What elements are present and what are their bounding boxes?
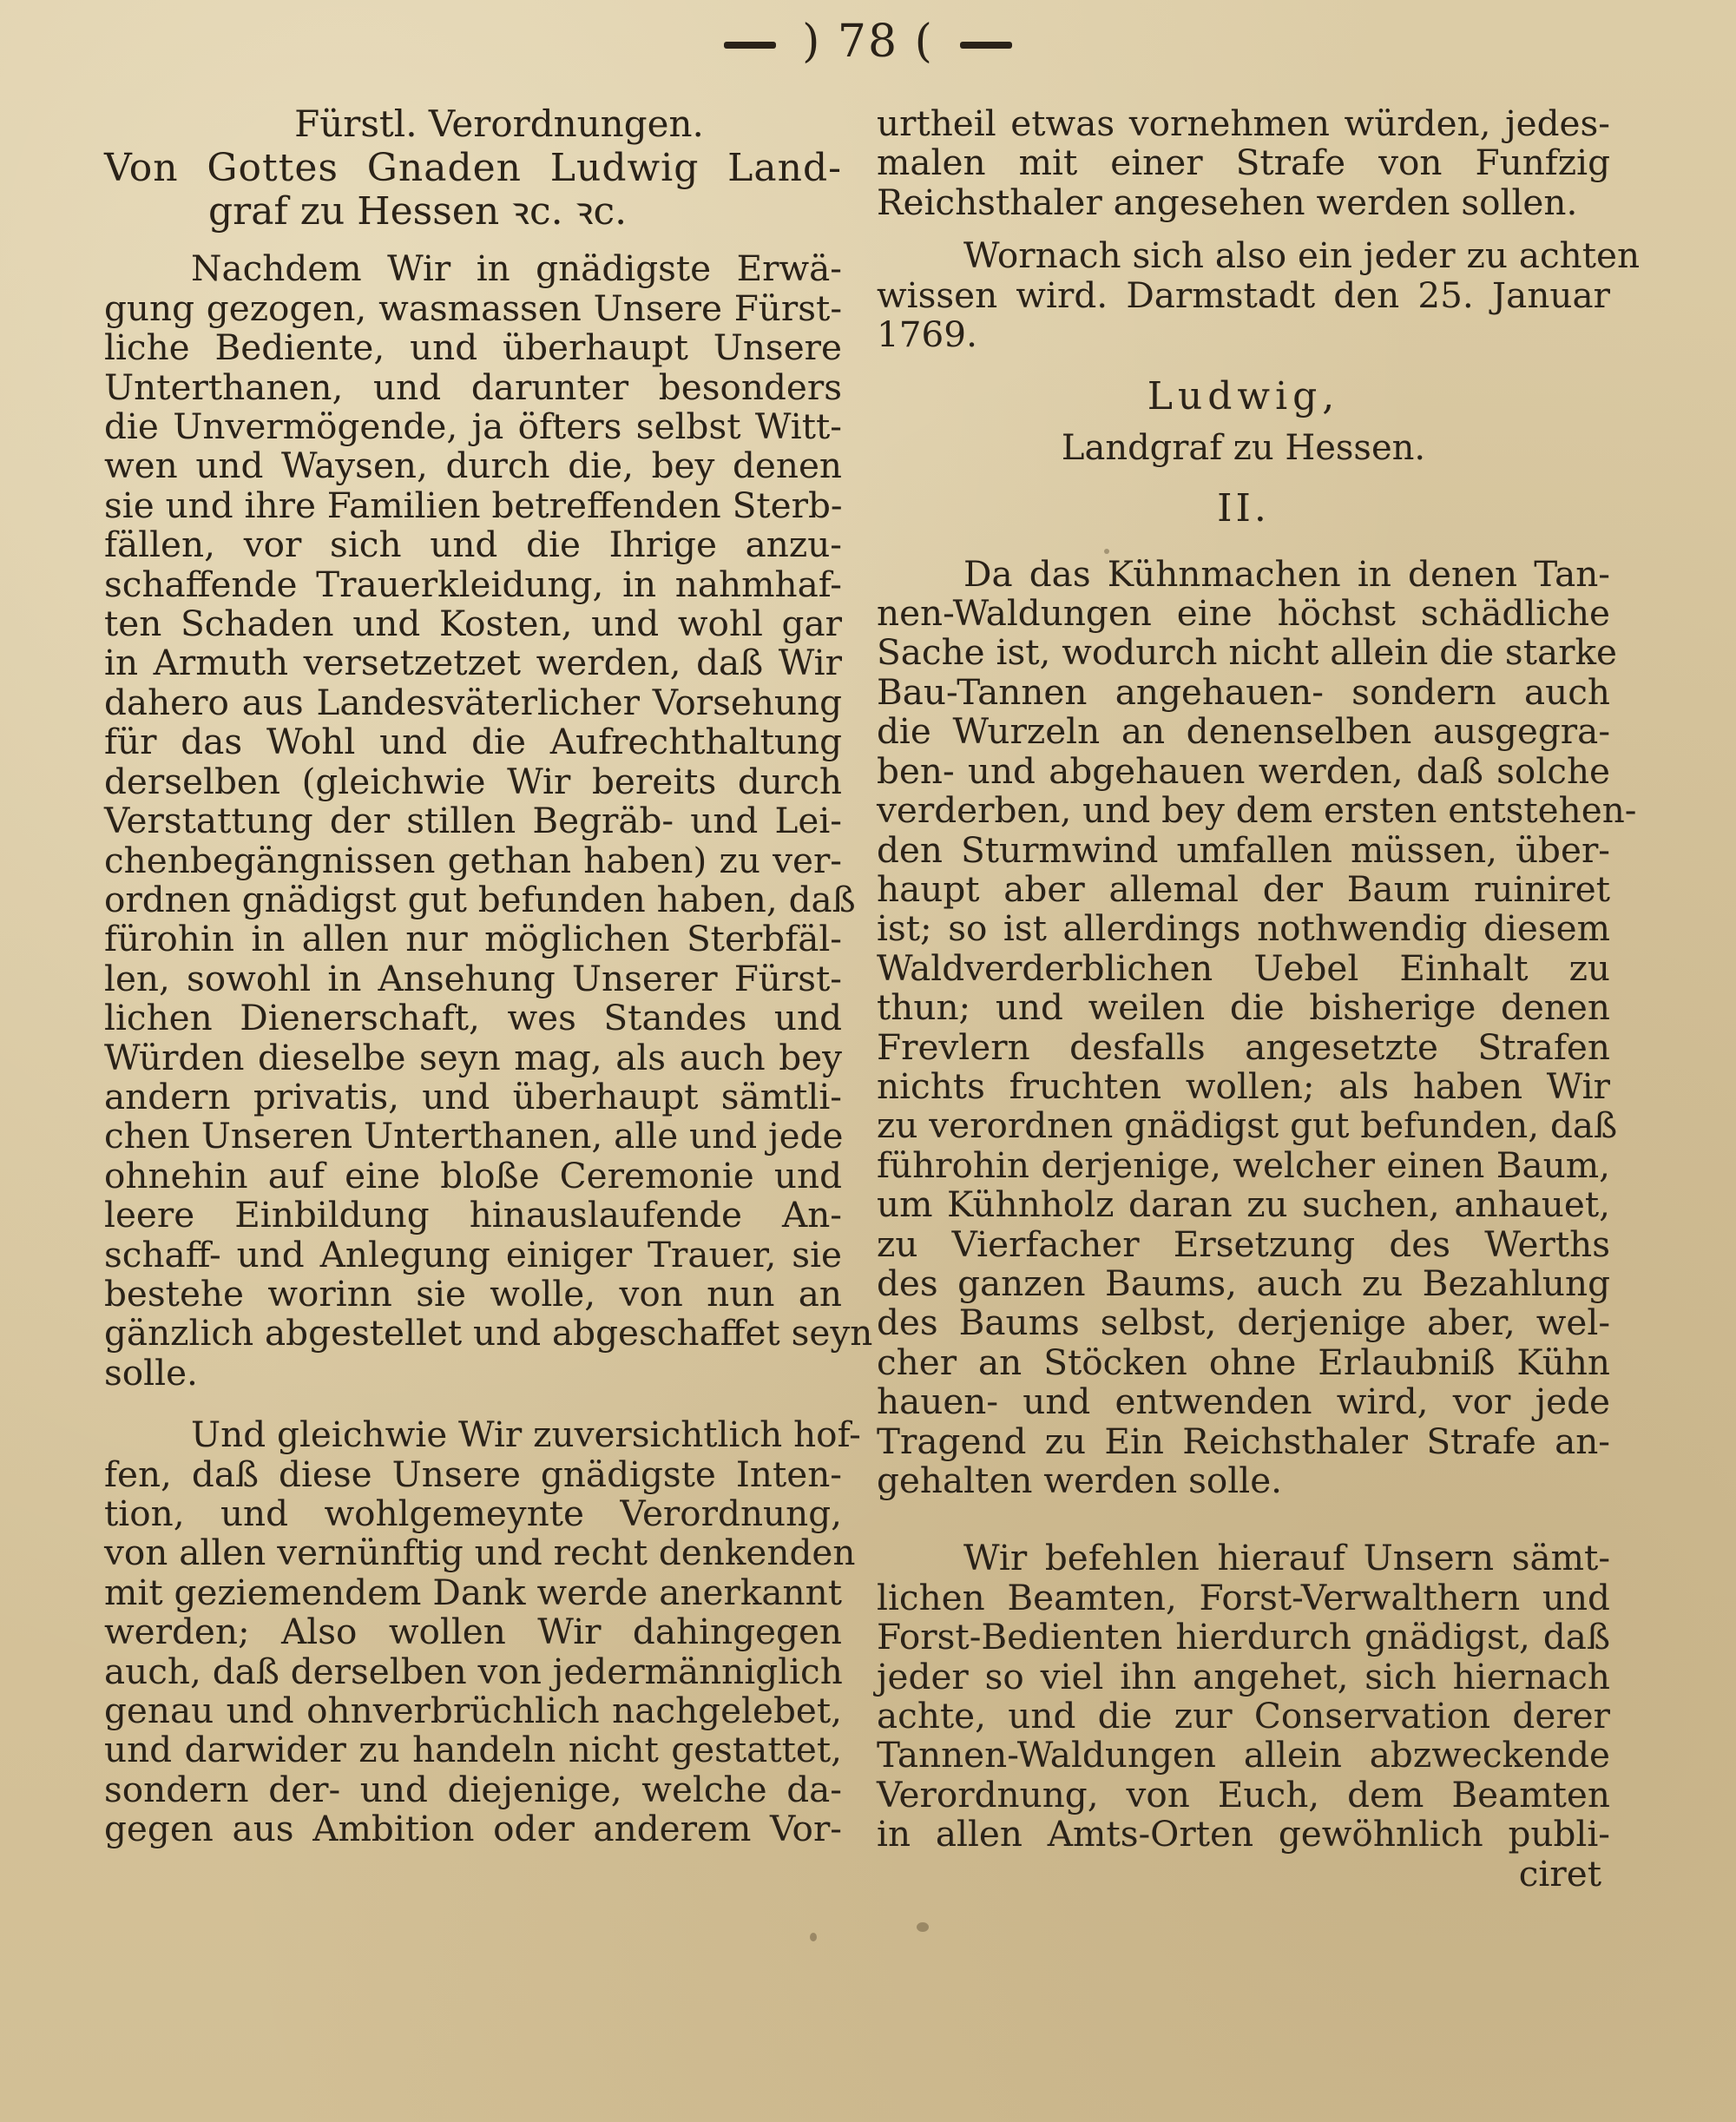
text-line: cher an Stöcken ohne Erlaubniß Kühn: [877, 1341, 1610, 1383]
text-line: ben- und abgehauen werden, daß solche: [877, 749, 1610, 792]
text-line: Würden dieselbe seyn mag, als auch bey: [104, 1036, 842, 1078]
text-line: len, sowohl in Ansehung Unserer Fürst-: [104, 957, 842, 999]
text-line: malen mit einer Strafe von Funfzig: [877, 142, 1610, 184]
page-number: ) 78 (: [802, 16, 934, 68]
decree-paragraph-2: [104, 1414, 861, 1850]
text-line: wen und Waysen, durch die, bey denen: [104, 445, 842, 487]
text-line: die Unvermögende, ja öfters selbst Witt-: [104, 405, 842, 448]
text-line: mit geziemendem Dank werde anerkannt: [104, 1571, 842, 1613]
text-line: und darwider zu handeln nicht gestattet,: [104, 1729, 842, 1771]
text-line: Verstattung der stillen Begräb- und Lei-: [104, 800, 842, 842]
section-heading: Fürstl. Verordnungen.: [294, 102, 704, 145]
text-line: Nachdem Wir in gnädigste Erwä-: [191, 247, 842, 290]
catchword: ciret: [1518, 1852, 1601, 1895]
text-line: gung gezogen, wasmassen Unsere Fürst-: [104, 287, 842, 329]
text-line: gegen aus Ambition oder anderem Vor-: [104, 1808, 842, 1850]
text-line: sie und ihre Familien betreffenden Sterb-: [104, 484, 843, 526]
text-line: Waldverderblichen Uebel Einhalt zu: [877, 946, 1610, 989]
text-line: chen Unseren Unterthanen, alle und jede: [104, 1115, 844, 1157]
text-line: Wir befehlen hierauf Unsern sämt-: [963, 1537, 1610, 1579]
text-line: Sache ist, wodurch nicht allein die starke: [877, 631, 1617, 674]
decree-title-line-2: graf zu Hessen ꝛc. ꝛc.: [208, 189, 628, 234]
text-line: gehalten werden solle.: [877, 1460, 1283, 1501]
text-line: zu Vierfacher Ersetzung des Werths: [877, 1222, 1610, 1265]
text-line: ordnen gnädigst gut befunden haben, daß: [104, 878, 856, 920]
text-line: ohnehin auf eine bloße Ceremonie und: [104, 1154, 842, 1196]
forest-decree-paragraph: [877, 552, 1637, 1501]
text-line: gänzlich abgestellet und abgeschaffet seyn: [104, 1312, 873, 1354]
text-line: lichen Dienerschaft, wes Standes und: [104, 997, 842, 1039]
text-line: 1769.: [877, 313, 977, 356]
text-line: für das Wohl und die Aufrechthaltung: [104, 721, 842, 763]
header-dash-left: [724, 42, 776, 49]
page-header: [0, 16, 1736, 68]
text-line: auch, daß derselben von jedermänniglich: [104, 1650, 843, 1692]
text-line: schaffende Trauerkleidung, in nahmhaf-: [104, 563, 842, 605]
paragraph-gap: [877, 1500, 1610, 1539]
text-line: bestehe worinn sie wolle, von nun an: [104, 1272, 842, 1315]
text-line: genau und ohnverbrüchlich nachgelebet,: [104, 1690, 842, 1732]
text-line: derselben (gleichwie Wir bereits durch: [104, 760, 842, 802]
text-line: Reichsthaler angesehen werden sollen.: [877, 181, 1578, 223]
decree-title-line-1: Von Gottes Gnaden Ludwig Land-: [104, 146, 842, 191]
text-line: thun; und weilen die bisherige denen: [877, 986, 1610, 1029]
text-line: fällen, vor sich und die Ihrige anzu-: [104, 524, 842, 566]
text-line: in Armuth versetzetzet werden, daß Wir: [104, 642, 842, 684]
text-line: verderben, und bey dem ersten entstehen-: [877, 789, 1637, 832]
text-line: schaff- und Anlegung einiger Trauer, sie: [104, 1233, 842, 1275]
text-line: Da das Kühnmachen in denen Tan-: [963, 552, 1610, 595]
decree-paragraph-continued: [877, 104, 1610, 222]
text-line: des ganzen Baums, auch zu Bezahlung: [877, 1262, 1610, 1304]
left-column: [104, 102, 873, 1850]
text-line: chenbegängnissen gethan haben) zu ver-: [104, 839, 842, 881]
command-paragraph: [877, 1539, 1610, 1854]
text-line: lichen Beamten, Forst-Verwalthern und: [877, 1576, 1610, 1618]
text-line: in allen Amts-Orten gewöhnlich publi-: [877, 1813, 1610, 1855]
text-line: Forst-Bedienten hierdurch gnädigst, daß: [877, 1616, 1610, 1658]
text-line: ten Schaden und Kosten, und wohl gar: [104, 603, 842, 645]
signature-title: Landgraf zu Hessen.: [1061, 427, 1426, 468]
text-line: jeder so viel ihn angehet, sich hiernach: [877, 1655, 1610, 1697]
text-line: Tannen-Waldungen allein abzweckende: [877, 1734, 1610, 1776]
text-line: den Sturmwind umfallen müssen, über-: [877, 828, 1610, 871]
text-line: fürohin in allen nur möglichen Sterbfäl-: [104, 918, 842, 960]
signature-name: Ludwig,: [1147, 374, 1340, 419]
text-line: Wornach sich also ein jeder zu achten: [963, 234, 1641, 277]
paper-speck: [917, 1922, 929, 1932]
text-line: wissen wird. Darmstadt den 25. Januar: [877, 273, 1610, 316]
header-dash-right: [960, 42, 1012, 49]
paper-speck: [810, 1933, 817, 1941]
text-line: um Kühnholz daran zu suchen, anhauet,: [877, 1183, 1610, 1226]
text-line: sondern der- und diejenige, welche da-: [104, 1768, 842, 1810]
text-line: dahero aus Landesväterlicher Vorsehung: [104, 681, 842, 723]
text-line: tion, und wohlgemeynte Verordnung,: [104, 1493, 842, 1534]
text-line: hauen- und entwenden wird, vor jede: [877, 1381, 1610, 1423]
text-line: von allen vernünftig und recht denkenden: [104, 1532, 856, 1574]
text-line: Und gleichwie Wir zuversichtlich hof-: [191, 1414, 861, 1456]
text-line: ist; so ist allerdings nothwendig diesem: [877, 907, 1610, 950]
text-line: liche Bediente, und überhaupt Unsere: [104, 326, 842, 369]
text-line: die Wurzeln an denenselben ausgegra-: [877, 710, 1610, 753]
text-line: leere Einbildung hinauslaufende An-: [104, 1194, 842, 1236]
text-line: nen-Waldungen eine höchst schädliche: [877, 592, 1610, 635]
section-numeral: II.: [1217, 486, 1270, 531]
text-line: haupt aber allemal der Baum ruiniret: [877, 867, 1610, 910]
text-line: Frevlern desfalls angesetzte Strafen: [877, 1025, 1610, 1068]
text-line: Verordnung, von Euch, dem Beamten: [877, 1773, 1610, 1816]
text-line: des Baums selbst, derjenige aber, wel-: [877, 1302, 1610, 1344]
decree-paragraph-1: [104, 247, 873, 1394]
text-line: urtheil etwas vornehmen würden, jedes-: [877, 102, 1610, 144]
right-column: [877, 102, 1641, 1895]
text-line: Tragend zu Ein Reichsthaler Strafe an-: [877, 1420, 1610, 1462]
text-line: Bau-Tannen angehauen- sondern auch: [877, 670, 1610, 713]
text-line: zu verordnen gnädigst gut befunden, daß: [877, 1104, 1618, 1147]
closing-paragraph: [877, 234, 1641, 356]
text-line: fen, daß diese Unsere gnädigste Inten-: [104, 1453, 842, 1495]
text-line: andern privatis, und überhaupt sämtli-: [104, 1075, 842, 1117]
text-line: Unterthanen, und darunter besonders: [104, 366, 842, 408]
text-line: solle.: [104, 1351, 198, 1394]
text-line: führohin derjenige, welcher einen Baum,: [877, 1143, 1610, 1186]
paper-speck: [1104, 549, 1109, 554]
text-line: nichts fruchten wollen; als haben Wir: [877, 1064, 1610, 1107]
paragraph-gap: [104, 1393, 842, 1415]
text-line: achte, und die zur Conservation derer: [877, 1695, 1610, 1737]
text-line: werden; Also wollen Wir dahingegen: [104, 1611, 842, 1653]
